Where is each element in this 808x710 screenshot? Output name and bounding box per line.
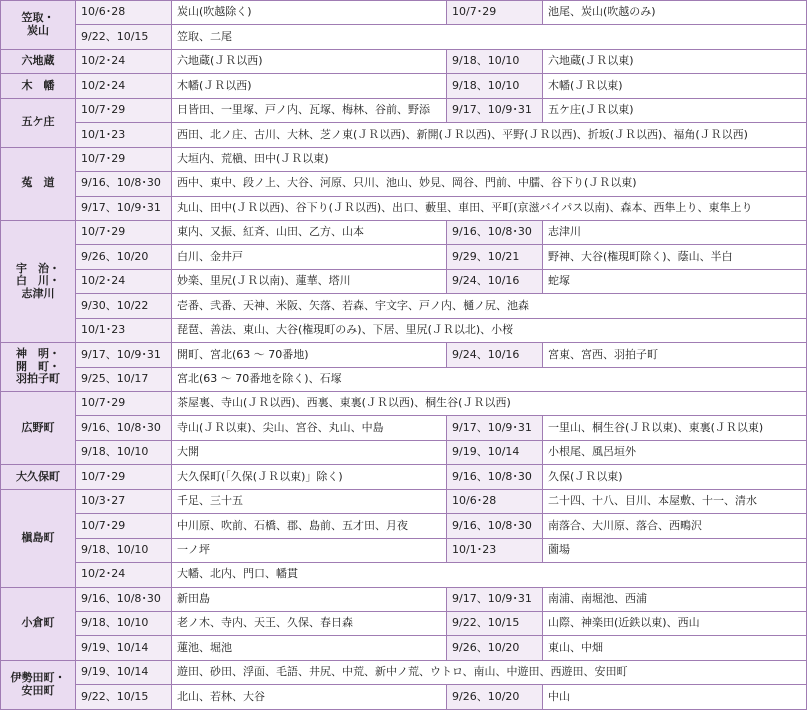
collection-date-cell: 9/17、10/9･31 bbox=[76, 343, 172, 367]
area-name-cell: 大久保町 bbox=[1, 465, 76, 489]
collection-date-cell: 9/26、10/20 bbox=[447, 636, 543, 660]
collection-date-cell: 9/18、10/10 bbox=[76, 440, 172, 464]
collection-date-cell: 10/6･28 bbox=[76, 1, 172, 25]
table-row bbox=[1, 172, 807, 196]
area-name-cell: 宇 治・ 白 川・ 志津川 bbox=[1, 220, 76, 342]
table-row bbox=[1, 611, 807, 635]
collection-date-cell: 10/2･24 bbox=[76, 563, 172, 587]
collection-date-cell: 9/25、10/17 bbox=[76, 367, 172, 391]
collection-date-cell: 9/16、10/8･30 bbox=[76, 587, 172, 611]
district-list-cell: 六地蔵(ＪＲ以東) bbox=[543, 49, 807, 73]
district-list-cell: 薗場 bbox=[543, 538, 807, 562]
district-list-cell: 中川原、吹前、石橋、郡、島前、五才田、月夜 bbox=[172, 514, 447, 538]
collection-date-cell: 10/7･29 bbox=[76, 220, 172, 244]
district-list-cell: 宮北(63 ～ 70番地を除く)、石塚 bbox=[172, 367, 807, 391]
table-row bbox=[1, 514, 807, 538]
collection-date-cell: 10/3･27 bbox=[76, 489, 172, 513]
table-row bbox=[1, 318, 807, 342]
table-row bbox=[1, 49, 807, 73]
collection-date-cell: 9/16、10/8･30 bbox=[447, 465, 543, 489]
area-name-cell: 槇島町 bbox=[1, 489, 76, 587]
district-list-cell: 蛇塚 bbox=[543, 269, 807, 293]
district-list-cell: 北山、若林、大谷 bbox=[172, 685, 447, 709]
area-name-cell: 木 幡 bbox=[1, 74, 76, 98]
table-row bbox=[1, 98, 807, 122]
district-list-cell: 六地蔵(ＪＲ以西) bbox=[172, 49, 447, 73]
collection-date-cell: 10/7･29 bbox=[447, 1, 543, 25]
collection-date-cell: 9/16、10/8･30 bbox=[76, 416, 172, 440]
table-row bbox=[1, 220, 807, 244]
collection-date-cell: 10/1･23 bbox=[76, 318, 172, 342]
table-row bbox=[1, 367, 807, 391]
area-name-cell: 六地蔵 bbox=[1, 49, 76, 73]
collection-date-cell: 10/1･23 bbox=[76, 123, 172, 147]
collection-date-cell: 10/7･29 bbox=[76, 465, 172, 489]
district-list-cell: 木幡(ＪＲ以西) bbox=[172, 74, 447, 98]
area-name-cell: 五ケ庄 bbox=[1, 98, 76, 147]
collection-date-cell: 9/24、10/16 bbox=[447, 343, 543, 367]
table-row bbox=[1, 587, 807, 611]
table-row bbox=[1, 269, 807, 293]
table-row bbox=[1, 245, 807, 269]
district-list-cell: 大垣内、荒槇、田中(ＪＲ以東) bbox=[172, 147, 807, 171]
collection-date-cell: 9/17、10/9･31 bbox=[447, 98, 543, 122]
area-name-cell: 広野町 bbox=[1, 392, 76, 465]
district-list-cell: 笠取、二尾 bbox=[172, 25, 807, 49]
table-row bbox=[1, 196, 807, 220]
district-list-cell: 池尾、炭山(吹越のみ) bbox=[543, 1, 807, 25]
district-list-cell: 壱番、弐番、天神、米阪、矢落、若森、宇文字、戸ノ内、樋ノ尻、池森 bbox=[172, 294, 807, 318]
district-list-cell: 大幡、北内、門口、幡貫 bbox=[172, 563, 807, 587]
collection-date-cell: 10/2･24 bbox=[76, 269, 172, 293]
district-list-cell: 老ノ木、寺内、天王、久保、春日森 bbox=[172, 611, 447, 635]
collection-date-cell: 9/22、10/15 bbox=[76, 25, 172, 49]
district-list-cell: 東内、又振、紅斉、山田、乙方、山本 bbox=[172, 220, 447, 244]
table-row bbox=[1, 147, 807, 171]
collection-date-cell: 9/30、10/22 bbox=[76, 294, 172, 318]
district-list-cell: 東山、中畑 bbox=[543, 636, 807, 660]
district-list-cell: 久保(ＪＲ以東) bbox=[543, 465, 807, 489]
district-list-cell: 野神、大谷(権現町除く)、蔭山、半白 bbox=[543, 245, 807, 269]
collection-date-cell: 10/2･24 bbox=[76, 74, 172, 98]
district-list-cell: 炭山(吹越除く) bbox=[172, 1, 447, 25]
district-list-cell: 寺山(ＪＲ以東)、尖山、宮谷、丸山、中島 bbox=[172, 416, 447, 440]
table-row bbox=[1, 343, 807, 367]
table-row bbox=[1, 636, 807, 660]
district-list-cell: 開町、宮北(63 ～ 70番地) bbox=[172, 343, 447, 367]
district-list-cell: 蓮池、堀池 bbox=[172, 636, 447, 660]
district-list-cell: 二十四、十八、目川、本屋敷、十一、清水 bbox=[543, 489, 807, 513]
district-list-cell: 南浦、南堀池、西浦 bbox=[543, 587, 807, 611]
district-list-cell: 志津川 bbox=[543, 220, 807, 244]
collection-date-cell: 9/22、10/15 bbox=[76, 685, 172, 709]
collection-date-cell: 9/17、10/9･31 bbox=[447, 416, 543, 440]
district-list-cell: 西中、東中、段ノ上、大谷、河原、只川、池山、妙見、岡谷、門前、中臑、谷下り(ＪＲ以東) bbox=[172, 172, 807, 196]
collection-date-cell: 9/24、10/16 bbox=[447, 269, 543, 293]
collection-date-cell: 9/26、10/20 bbox=[76, 245, 172, 269]
table-row bbox=[1, 1, 807, 25]
collection-date-cell: 10/7･29 bbox=[76, 98, 172, 122]
district-list-cell: 丸山、田中(ＪＲ以西)、谷下り(ＪＲ以西)、出口、藪里、車田、平町(京滋バイパス以南)、森本、西隼上り、東隼上り bbox=[172, 196, 807, 220]
table-row bbox=[1, 538, 807, 562]
area-name-cell: 小倉町 bbox=[1, 587, 76, 660]
district-list-cell: 日皆田、一里塚、戸ノ内、瓦塚、梅林、谷前、野添 bbox=[172, 98, 447, 122]
district-list-cell: 妙楽、里尻(ＪＲ以南)、蓮華、塔川 bbox=[172, 269, 447, 293]
district-list-cell: 一ノ坪 bbox=[172, 538, 447, 562]
collection-date-cell: 9/18、10/10 bbox=[447, 49, 543, 73]
collection-date-cell: 9/19、10/14 bbox=[76, 636, 172, 660]
collection-date-cell: 9/17、10/9･31 bbox=[447, 587, 543, 611]
collection-date-cell: 9/19、10/14 bbox=[76, 660, 172, 684]
table-row bbox=[1, 685, 807, 709]
district-list-cell: 茶屋裏、寺山(ＪＲ以西)、西裏、東裏(ＪＲ以西)、桐生谷(ＪＲ以西) bbox=[172, 392, 807, 416]
table-row bbox=[1, 25, 807, 49]
table-row bbox=[1, 660, 807, 684]
collection-date-cell: 9/16、10/8･30 bbox=[76, 172, 172, 196]
collection-date-cell: 9/19、10/14 bbox=[447, 440, 543, 464]
area-name-cell: 伊勢田町・ 安田町 bbox=[1, 660, 76, 709]
area-name-cell: 神 明・ 開 町・ 羽拍子町 bbox=[1, 343, 76, 392]
district-list-cell: 千足、三十五 bbox=[172, 489, 447, 513]
collection-date-cell: 9/16、10/8･30 bbox=[447, 514, 543, 538]
area-name-cell: 菟 道 bbox=[1, 147, 76, 220]
table-row bbox=[1, 294, 807, 318]
table-row bbox=[1, 74, 807, 98]
district-list-cell: 南落合、大川原、落合、西鴫沢 bbox=[543, 514, 807, 538]
table-row bbox=[1, 416, 807, 440]
collection-date-cell: 10/7･29 bbox=[76, 147, 172, 171]
district-list-cell: 大久保町(「久保(ＪＲ以東)」除く) bbox=[172, 465, 447, 489]
district-list-cell: 宮東、宮西、羽拍子町 bbox=[543, 343, 807, 367]
district-list-cell: 新田島 bbox=[172, 587, 447, 611]
table-row bbox=[1, 489, 807, 513]
district-list-cell: 小根尾、風呂垣外 bbox=[543, 440, 807, 464]
district-list-cell: 大開 bbox=[172, 440, 447, 464]
table-row bbox=[1, 563, 807, 587]
district-list-cell: 琵琶、善法、東山、大谷(権現町のみ)、下居、里尻(ＪＲ以北)、小桜 bbox=[172, 318, 807, 342]
district-list-cell: 山際、神楽田(近鉄以東)、西山 bbox=[543, 611, 807, 635]
district-list-cell: 五ケ庄(ＪＲ以東) bbox=[543, 98, 807, 122]
collection-date-cell: 9/18、10/10 bbox=[76, 538, 172, 562]
collection-date-cell: 9/22、10/15 bbox=[447, 611, 543, 635]
collection-date-cell: 10/1･23 bbox=[447, 538, 543, 562]
table-row bbox=[1, 392, 807, 416]
district-list-cell: 白川、金井戸 bbox=[172, 245, 447, 269]
district-list-cell: 中山 bbox=[543, 685, 807, 709]
collection-date-cell: 9/26、10/20 bbox=[447, 685, 543, 709]
district-list-cell: 一里山、桐生谷(ＪＲ以東)、東裏(ＪＲ以東) bbox=[543, 416, 807, 440]
collection-date-cell: 10/2･24 bbox=[76, 49, 172, 73]
district-list-cell: 西田、北ノ庄、古川、大林、芝ノ東(ＪＲ以西)、新開(ＪＲ以西)、平野(ＪＲ以西)、折坂(ＪＲ以西)、福角(ＪＲ以西) bbox=[172, 123, 807, 147]
collection-date-cell: 10/7･29 bbox=[76, 514, 172, 538]
collection-date-cell: 9/18、10/10 bbox=[447, 74, 543, 98]
collection-date-cell: 10/6･28 bbox=[447, 489, 543, 513]
area-name-cell: 笠取・ 炭山 bbox=[1, 1, 76, 50]
district-list-cell: 木幡(ＪＲ以東) bbox=[543, 74, 807, 98]
table-row bbox=[1, 465, 807, 489]
table-row bbox=[1, 440, 807, 464]
collection-date-cell: 9/16、10/8･30 bbox=[447, 220, 543, 244]
table-row bbox=[1, 123, 807, 147]
collection-date-cell: 10/7･29 bbox=[76, 392, 172, 416]
collection-date-cell: 9/17、10/9･31 bbox=[76, 196, 172, 220]
collection-date-cell: 9/18、10/10 bbox=[76, 611, 172, 635]
collection-date-cell: 9/29、10/21 bbox=[447, 245, 543, 269]
district-list-cell: 遊田、砂田、浮面、毛語、井尻、中荒、新中ノ荒、ウトロ、南山、中遊田、西遊田、安田町 bbox=[172, 660, 807, 684]
